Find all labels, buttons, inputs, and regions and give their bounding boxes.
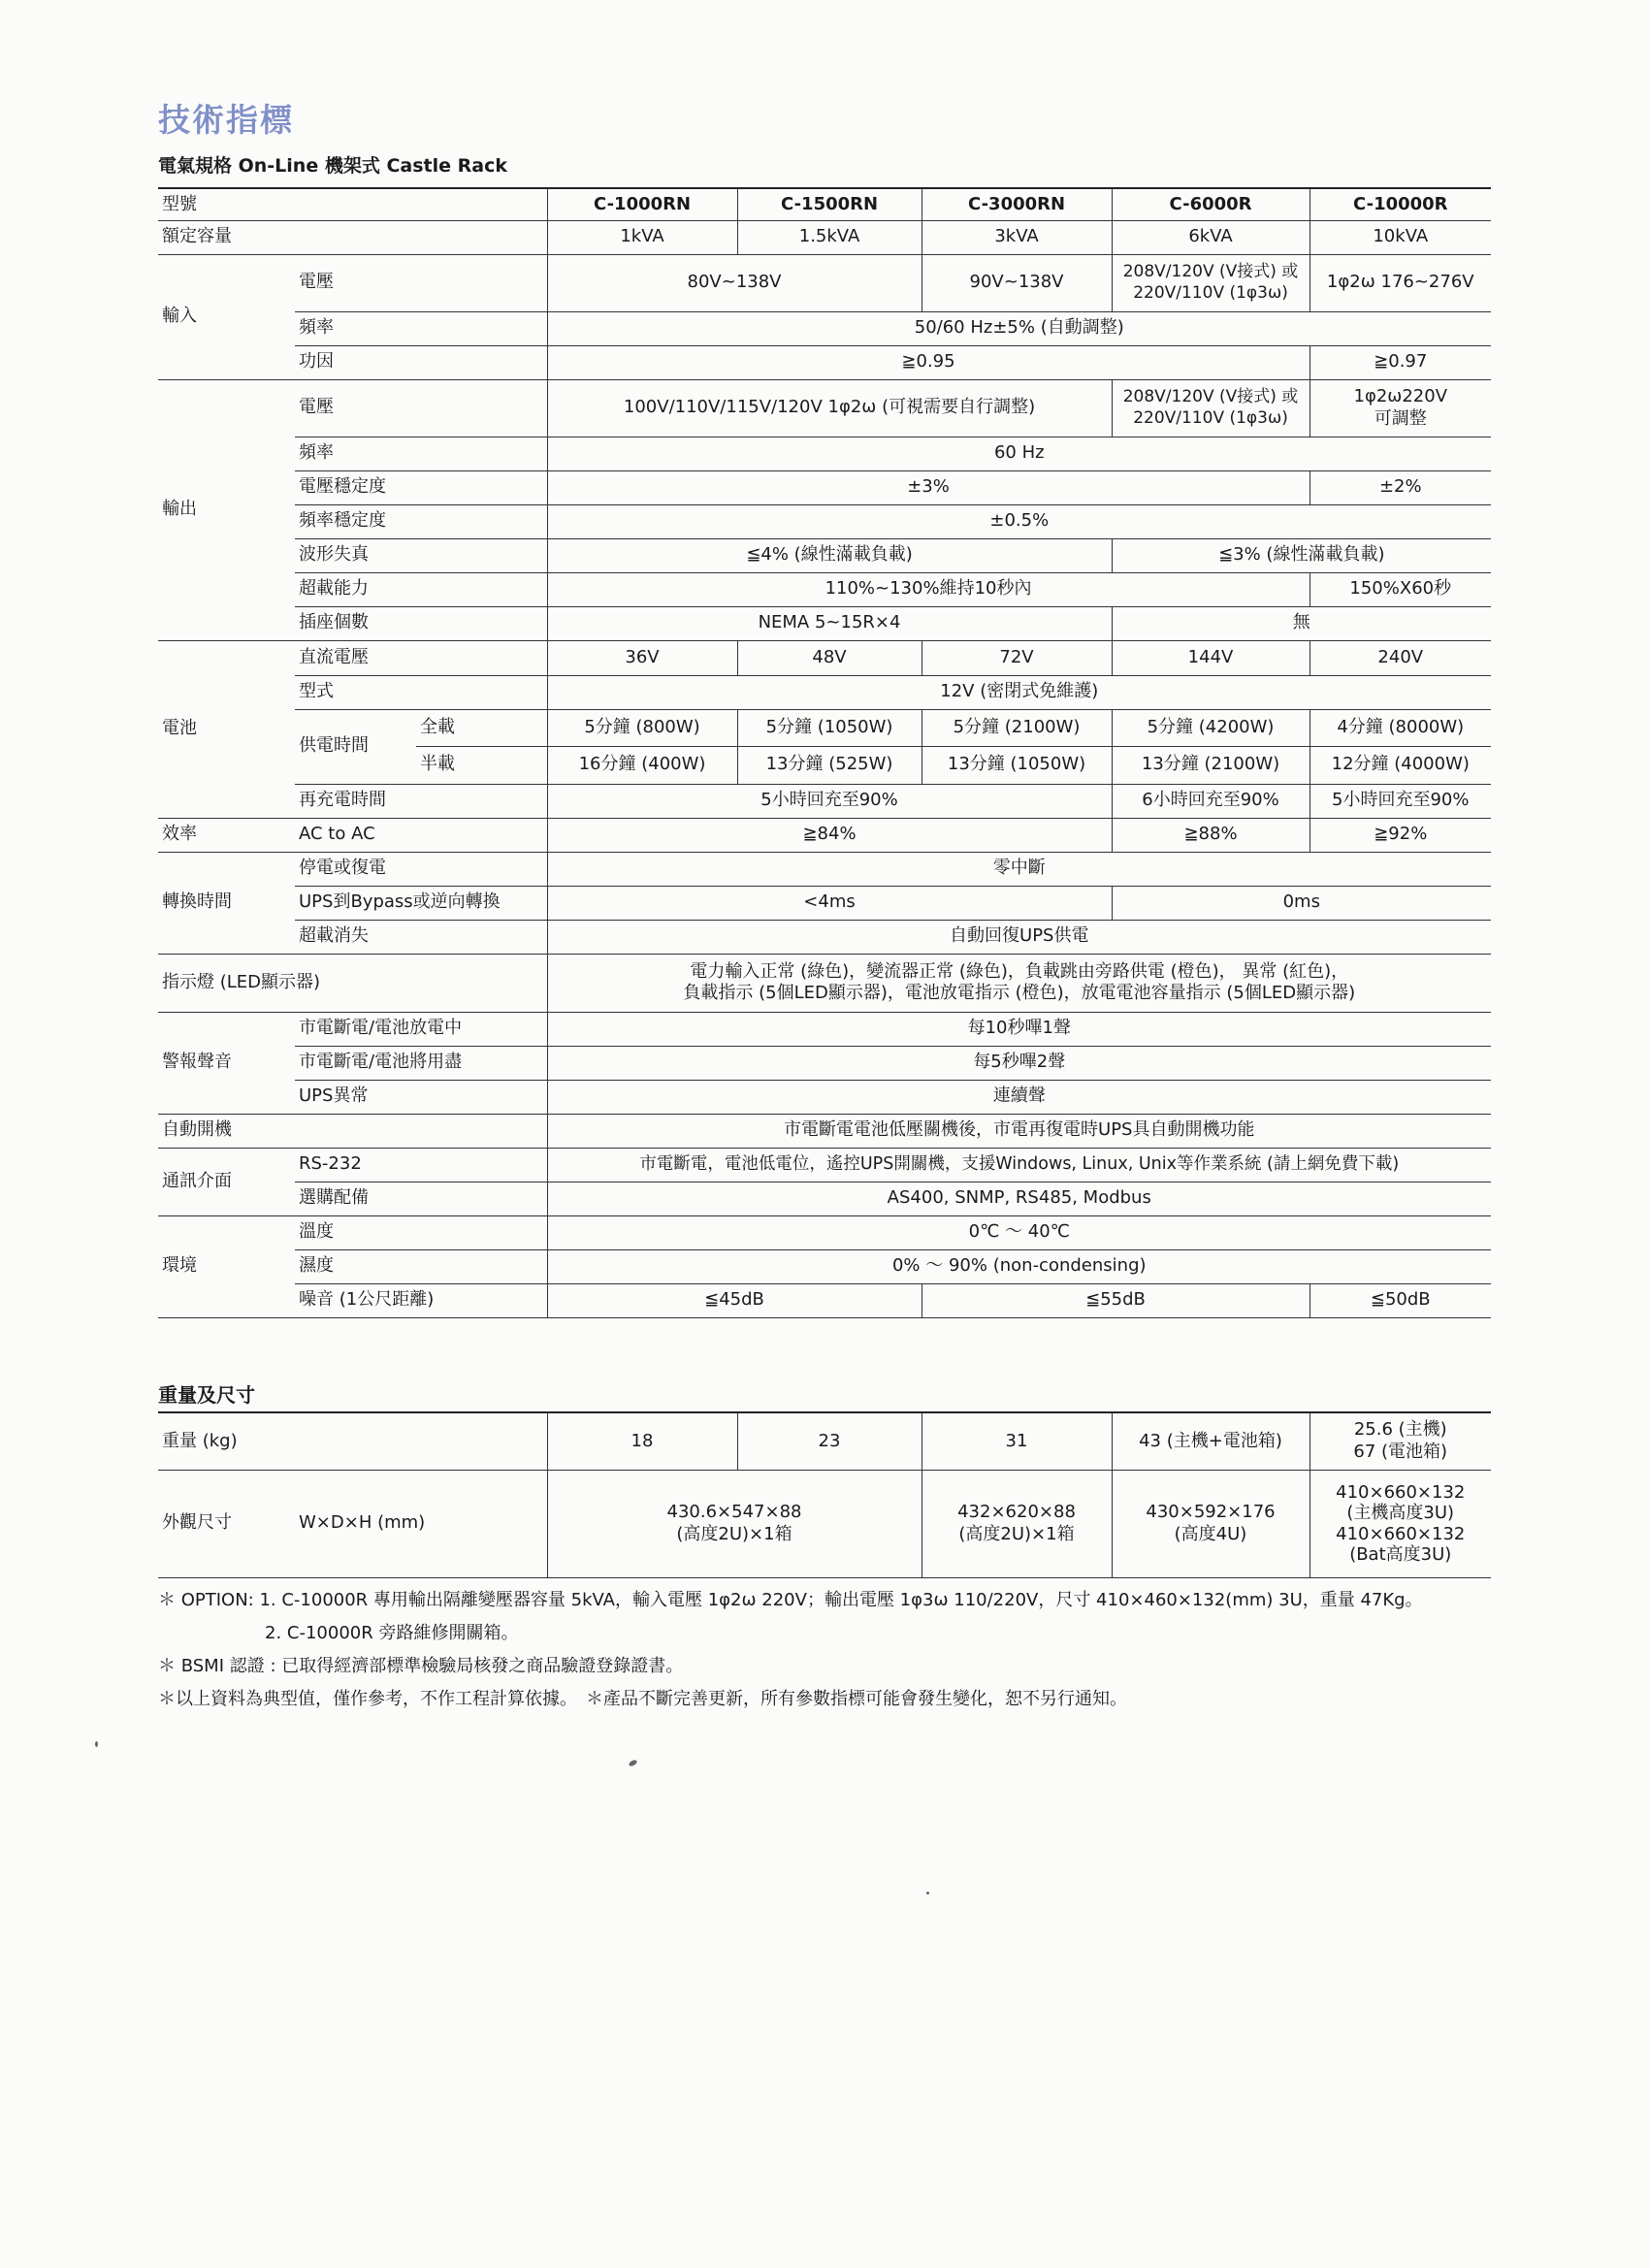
row-input-pf	[158, 345, 1491, 379]
indicator-line-2: 負載指示 (5個LED顯示器)，電池放電指示 (橙色)，放電電池容量指示 (5個LED顯示器)	[683, 983, 1356, 1003]
output-voltage-value: 100V/110V/115V/120V 1φ2ω (可視需要自行調整)	[547, 379, 1112, 437]
row-output-outlets	[158, 606, 1491, 640]
row-alarm-discharge	[158, 1012, 1491, 1046]
output-voltage-value: 1φ2ω220V 可調整	[1310, 379, 1491, 437]
indicator-value	[547, 954, 1491, 1012]
capacity-value: 3kVA	[922, 220, 1112, 254]
battery-half-value: 13分鐘 (1050W)	[922, 746, 1112, 784]
output-vstab-value: ±2%	[1310, 470, 1491, 504]
battery-half-value: 12分鐘 (4000W)	[1310, 746, 1491, 784]
comm-rs232-value: 市電斷電，電池低電位，遙控UPS開關機，支援Windows, Linux, Unix等作業系統 (請上網免費下載)	[547, 1148, 1491, 1182]
output-overload-value: 110%~130%維持10秒內	[547, 572, 1310, 606]
efficiency-value: ≧88%	[1112, 818, 1310, 852]
row-output-voltage	[158, 379, 1491, 437]
battery-recharge-label: 再充電時間	[295, 784, 547, 818]
weight-section-title: 重量及尺寸	[158, 1383, 255, 1407]
row-env-humidity	[158, 1249, 1491, 1283]
env-noise-value: ≦55dB	[922, 1283, 1310, 1317]
battery-recharge-value: 6小時回充至90%	[1112, 784, 1310, 818]
note-disclaimer: ＊以上資料為典型值，僅作參考，不作工程計算依據。 ＊產品不斷完善更新，所有參數指標可能會發生變化，恕不另行通知。	[158, 1689, 1127, 1709]
model-name: C-6000R	[1112, 188, 1310, 220]
env-temp-value: 0℃ ～ 40℃	[547, 1215, 1491, 1249]
note-option: ＊ OPTION: 1. C-10000R 專用輸出隔離變壓器容量 5kVA，輸入電壓 1φ2ω 220V；輸出電壓 1φ3ω 110/220V，尺寸 410×460×132(mm) 3U，重量 47Kg。	[158, 1590, 1423, 1610]
row-output-overload	[158, 572, 1491, 606]
page-subtitle: 電氣規格 On-Line 機架式 Castle Rack	[158, 155, 507, 177]
alarm-discharge-label: 市電斷電/電池放電中	[295, 1012, 547, 1046]
battery-category: 電池	[158, 640, 295, 818]
battery-dcv-label: 直流電壓	[295, 640, 547, 675]
alarm-low-label: 市電斷電/電池將用盡	[295, 1046, 547, 1080]
battery-full-value: 5分鐘 (1050W)	[737, 709, 922, 746]
transfer-overload-value: 自動回復UPS供電	[547, 920, 1491, 954]
row-output-fstab	[158, 504, 1491, 538]
transfer-bypass-value: 0ms	[1112, 886, 1491, 920]
row-auto-start	[158, 1114, 1491, 1148]
alarm-discharge-value: 每10秒嗶1聲	[547, 1012, 1491, 1046]
row-env-temp	[158, 1215, 1491, 1249]
battery-runtime-label: 供電時間	[295, 709, 416, 784]
transfer-powerfail-label: 停電或復電	[295, 852, 547, 886]
output-fstab-value: ±0.5%	[547, 504, 1491, 538]
battery-full-value: 4分鐘 (8000W)	[1310, 709, 1491, 746]
output-overload-value: 150%X60秒	[1310, 572, 1491, 606]
row-transfer-bypass	[158, 886, 1491, 920]
input-frequency-label: 頻率	[295, 311, 547, 345]
battery-recharge-value: 5小時回充至90%	[1310, 784, 1491, 818]
input-frequency-value: 50/60 Hz±5% (自動調整)	[547, 311, 1491, 345]
row-transfer-overload	[158, 920, 1491, 954]
note-option-2: 2. C-10000R 旁路維修開關箱。	[265, 1623, 519, 1643]
comm-option-label: 選購配備	[295, 1182, 547, 1215]
efficiency-category: 效率	[158, 818, 295, 852]
weight-dimension-table	[158, 1411, 1491, 1578]
row-transfer-powerfail	[158, 852, 1491, 886]
row-weight	[158, 1412, 1491, 1470]
row-dimension	[158, 1470, 1491, 1577]
battery-dcv-value: 48V	[737, 640, 922, 675]
comm-option-value: AS400, SNMP, RS485, Modbus	[547, 1182, 1491, 1215]
row-capacity	[158, 220, 1491, 254]
row-output-frequency	[158, 437, 1491, 470]
env-temp-label: 溫度	[295, 1215, 547, 1249]
weight-value: 31	[922, 1412, 1112, 1470]
output-thd-value: ≦3% (線性滿載負載)	[1112, 538, 1491, 572]
row-battery-full	[158, 709, 1491, 746]
alarm-fault-label: UPS異常	[295, 1080, 547, 1114]
row-alarm-low	[158, 1046, 1491, 1080]
env-noise-value: ≦45dB	[547, 1283, 922, 1317]
output-outlet-value: NEMA 5~15R×4	[547, 606, 1112, 640]
battery-half-label: 半載	[416, 746, 547, 784]
alarm-category: 警報聲音	[158, 1012, 295, 1114]
env-noise-label: 噪音 (1公尺距離)	[295, 1283, 547, 1317]
input-voltage-value: 80V~138V	[547, 254, 922, 311]
weight-value: 25.6 (主機) 67 (電池箱)	[1310, 1412, 1491, 1470]
input-pf-value: ≧0.95	[547, 345, 1310, 379]
input-voltage-value: 1φ2ω 176~276V	[1310, 254, 1491, 311]
env-humidity-value: 0% ～ 90% (non-condensing)	[547, 1249, 1491, 1283]
auto-start-category: 自動開機	[158, 1114, 547, 1148]
battery-full-value: 5分鐘 (800W)	[547, 709, 737, 746]
output-outlet-label: 插座個數	[295, 606, 547, 640]
battery-dcv-value: 144V	[1112, 640, 1310, 675]
battery-full-value: 5分鐘 (2100W)	[922, 709, 1112, 746]
input-voltage-value: 208V/120V (V接式) 或 220V/110V (1φ3ω)	[1112, 254, 1310, 311]
indicator-line-1: 電力輸入正常 (綠色)，變流器正常 (綠色)，負載跳由旁路供電 (橙色)， 異常 (紅色)，	[690, 960, 1349, 982]
dimension-value: 430×592×176 (高度4U)	[1112, 1470, 1310, 1577]
battery-dcv-value: 240V	[1310, 640, 1491, 675]
env-category: 環境	[158, 1215, 295, 1317]
row-env-noise	[158, 1283, 1491, 1317]
row-battery-type	[158, 675, 1491, 709]
transfer-powerfail-value: 零中斷	[547, 852, 1491, 886]
model-name: C-1000RN	[547, 188, 737, 220]
env-humidity-label: 濕度	[295, 1249, 547, 1283]
electrical-spec-table	[158, 187, 1491, 1318]
input-voltage-value: 90V~138V	[922, 254, 1112, 311]
footnotes	[158, 1584, 1516, 1716]
dimension-value: 410×660×132 (主機高度3U) 410×660×132 (Bat高度3U)	[1310, 1470, 1491, 1577]
alarm-low-value: 每5秒嗶2聲	[547, 1046, 1491, 1080]
input-voltage-label: 電壓	[295, 254, 547, 311]
efficiency-value: ≧92%	[1310, 818, 1491, 852]
dimension-sub-label: W×D×H (mm)	[295, 1470, 547, 1577]
battery-type-value: 12V (密閉式免維護)	[547, 675, 1491, 709]
battery-full-label: 全載	[416, 709, 547, 746]
scan-speck	[628, 1759, 637, 1767]
dimension-label: 外觀尺寸	[158, 1470, 295, 1577]
row-output-vstab	[158, 470, 1491, 504]
row-input-voltage	[158, 254, 1491, 311]
row-model	[158, 188, 1491, 220]
weight-value: 18	[547, 1412, 737, 1470]
output-voltage-value: 208V/120V (V接式) 或 220V/110V (1φ3ω)	[1112, 379, 1310, 437]
row-input-frequency	[158, 311, 1491, 345]
output-thd-value: ≦4% (線性滿載負載)	[547, 538, 1112, 572]
transfer-overload-label: 超載消失	[295, 920, 547, 954]
output-category: 輸出	[158, 379, 295, 640]
transfer-category: 轉換時間	[158, 852, 295, 954]
row-efficiency	[158, 818, 1491, 852]
transfer-bypass-value: <4ms	[547, 886, 1112, 920]
output-outlet-value: 無	[1112, 606, 1491, 640]
model-name: C-3000RN	[922, 188, 1112, 220]
alarm-fault-value: 連續聲	[547, 1080, 1491, 1114]
model-name: C-1500RN	[737, 188, 922, 220]
weight-label: 重量 (kg)	[158, 1412, 547, 1470]
row-alarm-fault	[158, 1080, 1491, 1114]
output-vstab-label: 電壓穩定度	[295, 470, 547, 504]
row-indicator	[158, 954, 1491, 1012]
row-battery-dcv	[158, 640, 1491, 675]
input-pf-value: ≧0.97	[1310, 345, 1491, 379]
battery-half-value: 13分鐘 (525W)	[737, 746, 922, 784]
comm-rs232-label: RS-232	[295, 1148, 547, 1182]
output-vstab-value: ±3%	[547, 470, 1310, 504]
env-noise-value: ≦50dB	[1310, 1283, 1491, 1317]
weight-value: 23	[737, 1412, 922, 1470]
battery-recharge-value: 5小時回充至90%	[547, 784, 1112, 818]
model-name: C-10000R	[1310, 188, 1491, 220]
output-voltage-label: 電壓	[295, 379, 547, 437]
auto-start-value: 市電斷電電池低壓關機後，市電再復電時UPS具自動開機功能	[547, 1114, 1491, 1148]
page-title: 技術指標	[158, 101, 294, 139]
capacity-value: 1kVA	[547, 220, 737, 254]
capacity-value: 1.5kVA	[737, 220, 922, 254]
row-output-thd	[158, 538, 1491, 572]
input-category: 輸入	[158, 254, 295, 379]
input-pf-label: 功因	[295, 345, 547, 379]
battery-dcv-value: 36V	[547, 640, 737, 675]
output-overload-label: 超載能力	[295, 572, 547, 606]
row-comm-option	[158, 1182, 1491, 1215]
capacity-label: 額定容量	[158, 220, 547, 254]
battery-dcv-value: 72V	[922, 640, 1112, 675]
note-bsmi: ＊ BSMI 認證 : 已取得經濟部標準檢驗局核發之商品驗證登錄證書。	[158, 1656, 684, 1676]
output-thd-label: 波形失真	[295, 538, 547, 572]
model-label: 型號	[158, 188, 547, 220]
scan-speck	[95, 1741, 98, 1747]
weight-value: 43 (主機+電池箱)	[1112, 1412, 1310, 1470]
comm-category: 通訊介面	[158, 1148, 295, 1215]
transfer-bypass-label: UPS到Bypass或逆向轉換	[295, 886, 547, 920]
dimension-value: 430.6×547×88 (高度2U)×1箱	[547, 1470, 922, 1577]
capacity-value: 10kVA	[1310, 220, 1491, 254]
battery-full-value: 5分鐘 (4200W)	[1112, 709, 1310, 746]
efficiency-sub-label: AC to AC	[295, 818, 547, 852]
efficiency-value: ≧84%	[547, 818, 1112, 852]
output-frequency-label: 頻率	[295, 437, 547, 470]
battery-half-value: 13分鐘 (2100W)	[1112, 746, 1310, 784]
row-comm-rs232	[158, 1148, 1491, 1182]
scan-speck	[926, 1892, 929, 1895]
battery-half-value: 16分鐘 (400W)	[547, 746, 737, 784]
output-frequency-value: 60 Hz	[547, 437, 1491, 470]
output-fstab-label: 頻率穩定度	[295, 504, 547, 538]
battery-type-label: 型式	[295, 675, 547, 709]
row-battery-recharge	[158, 784, 1491, 818]
capacity-value: 6kVA	[1112, 220, 1310, 254]
indicator-category: 指示燈 (LED顯示器)	[158, 954, 547, 1012]
dimension-value: 432×620×88 (高度2U)×1箱	[922, 1470, 1112, 1577]
